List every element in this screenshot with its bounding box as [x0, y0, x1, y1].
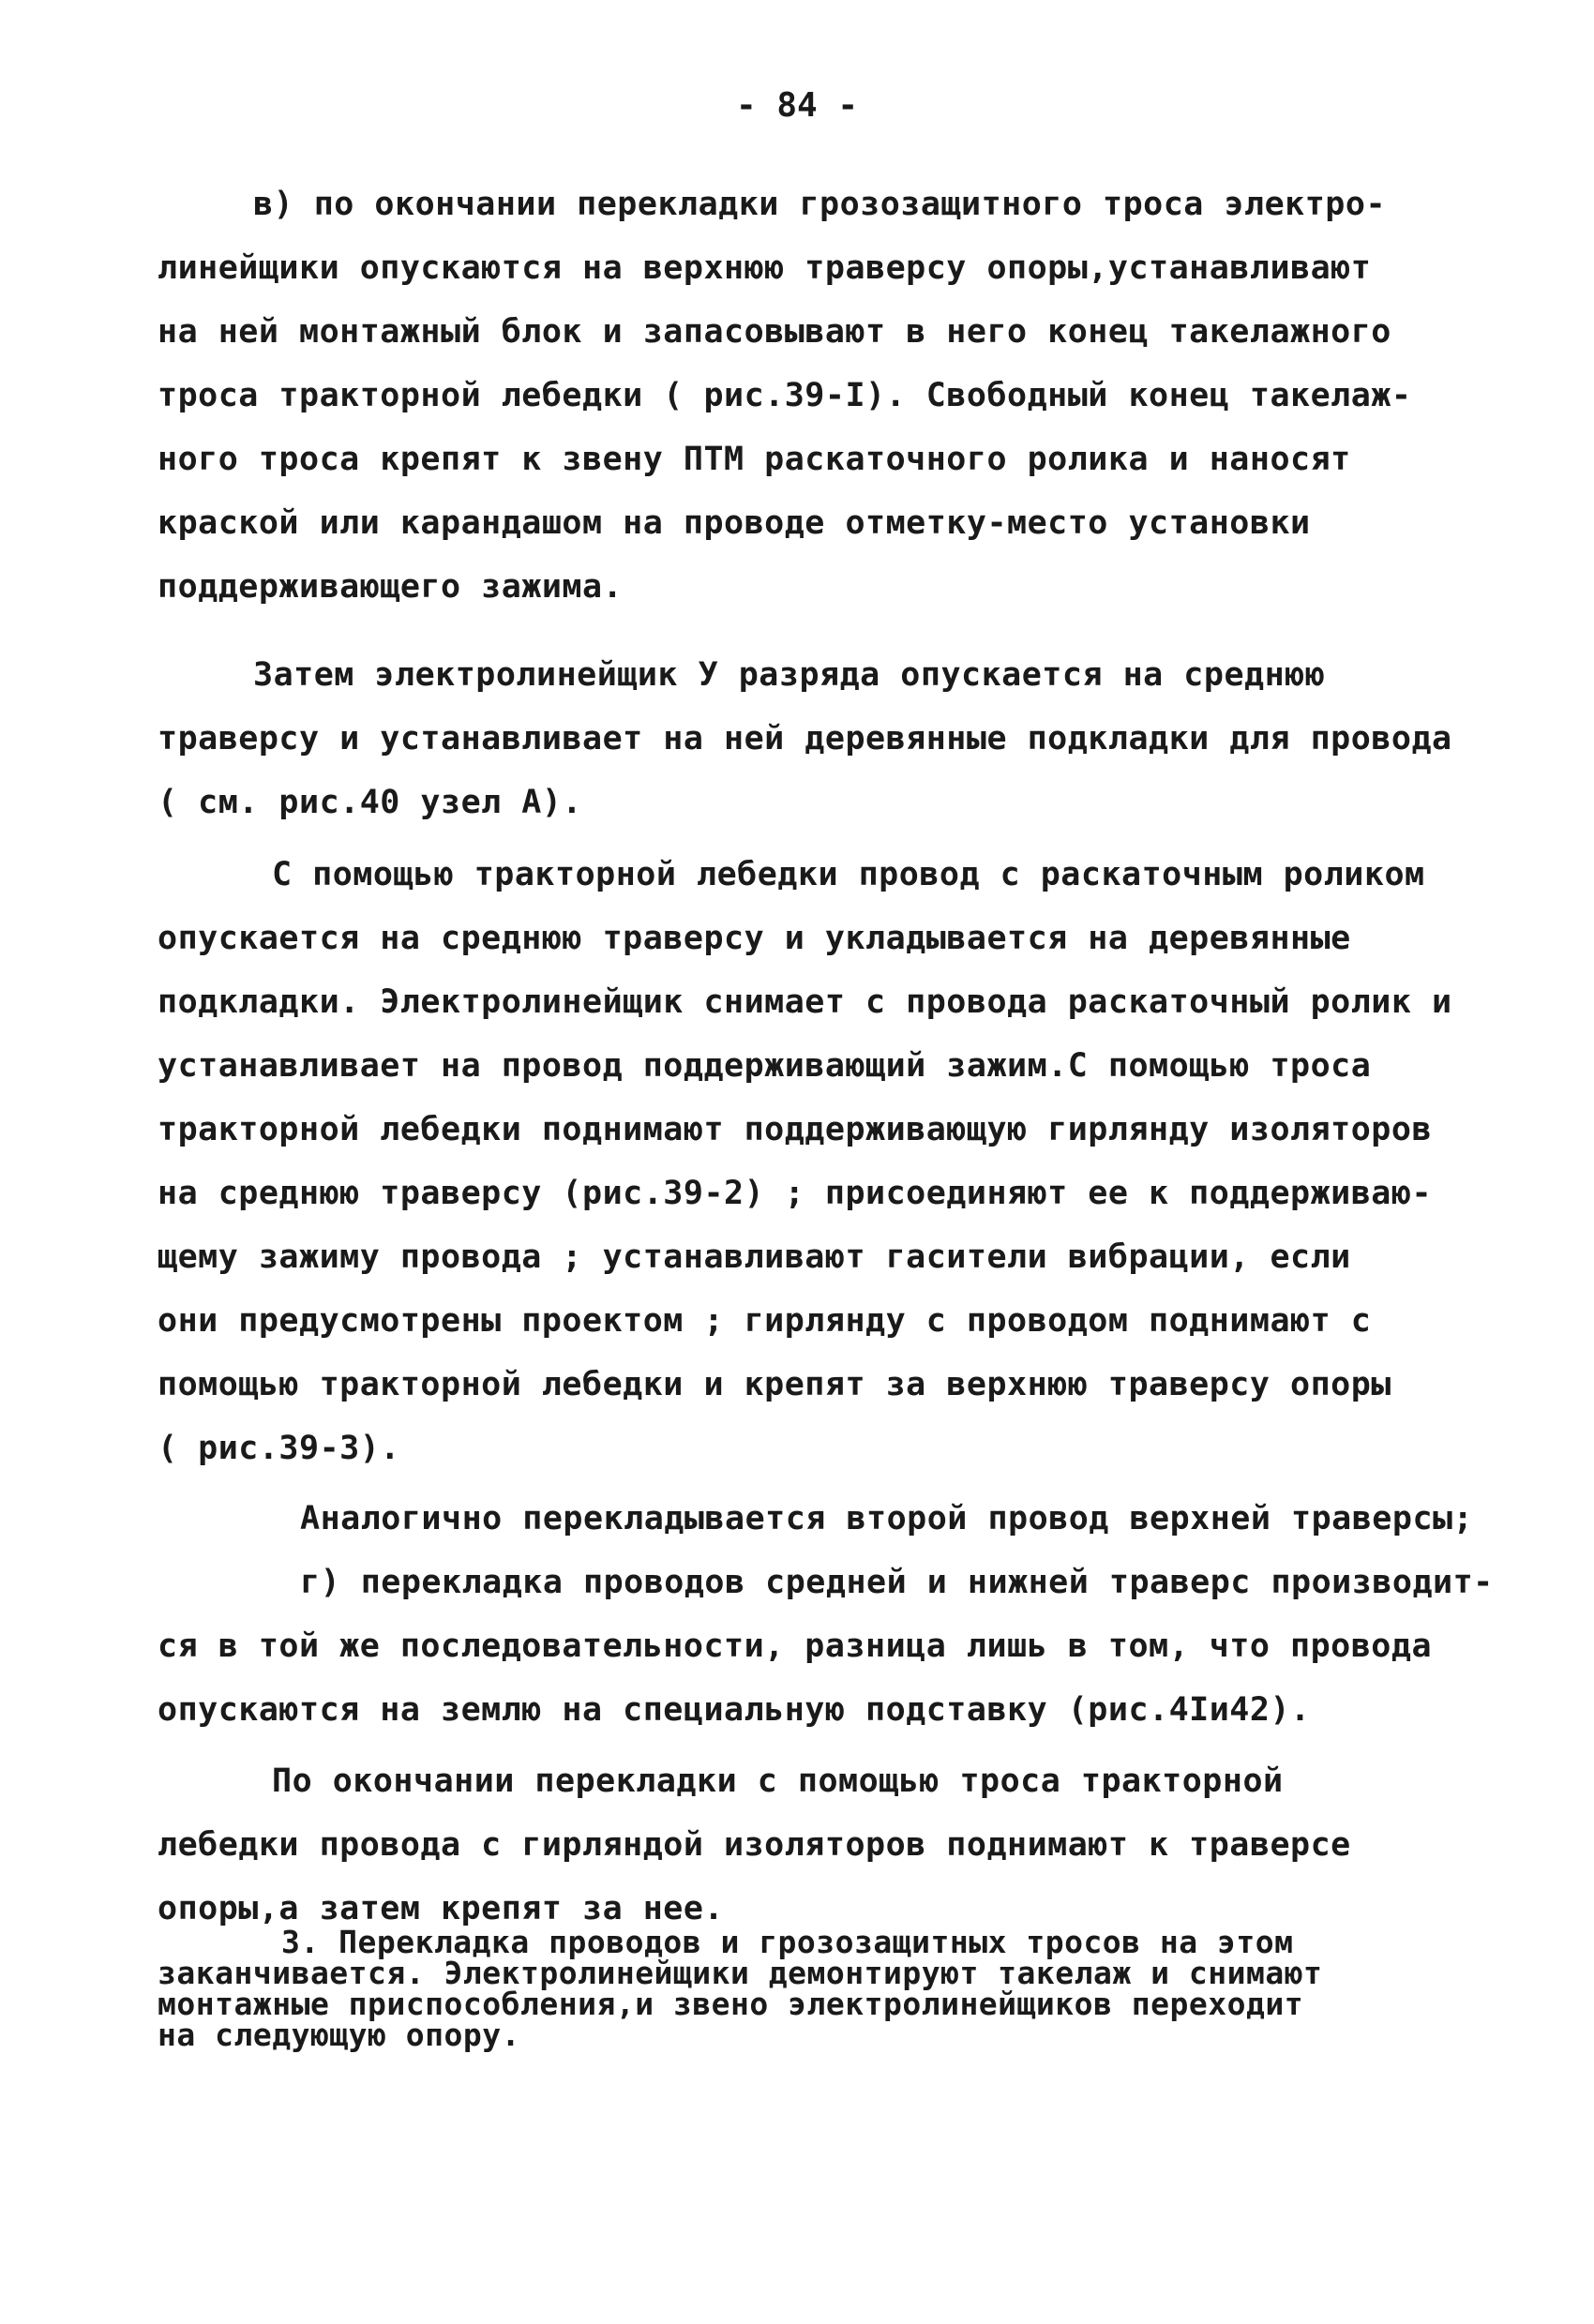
text-line: 3. Перекладка проводов и грозозащитных тросов на этом [281, 1924, 1294, 1960]
text-line: По окончании перекладки с помощью троса тракторной [272, 1762, 1284, 1800]
text-line: в) по окончании перекладки грозозащитного троса электро- [253, 186, 1387, 223]
text-line: поддерживающего зажима. [158, 568, 624, 606]
text-line: тракторной лебедки поднимают поддерживающую гирлянду изоляторов [158, 1111, 1433, 1148]
text-line: линейщики опускаются на верхнюю траверсу опоры,устанавливают [158, 249, 1372, 287]
text-line: ся в той же последовательности, разница лишь в том, что провода [158, 1627, 1433, 1665]
text-line: г) перекладка проводов средней и нижней траверс производит- [300, 1564, 1494, 1601]
text-line: ного троса крепят к звену ПТМ раскаточного ролика и наносят [158, 441, 1351, 478]
text-line: они предусмотрены проектом ; гирлянду с проводом поднимают с [158, 1302, 1372, 1340]
text-line: подкладки. Электролинейщик снимает с провода раскаточный ролик и [158, 983, 1452, 1021]
text-line: монтажные приспособления,и звено электролинейщиков переходит [158, 1986, 1304, 2022]
text-line: ( см. рис.40 узел А). [158, 784, 583, 821]
text-line: устанавливает на провод поддерживающий зажим.С помощью троса [158, 1047, 1372, 1085]
text-line: лебедки провода с гирляндой изоляторов поднимают к траверсе [158, 1826, 1351, 1864]
text-line: опускается на среднюю траверсу и укладывается на деревянные [158, 920, 1351, 957]
text-line: ( рис.39-3). [158, 1430, 400, 1467]
text-line: заканчивается. Электролинейщики демонтируют такелаж и снимают [158, 1955, 1323, 1991]
text-line: опоры,а затем крепят за нее. [158, 1890, 725, 1927]
page-number: - 84 - [735, 86, 859, 125]
text-line: помощью тракторной лебедки и крепят за верхнюю траверсу опоры [158, 1366, 1391, 1403]
text-line: щему зажиму провода ; устанавливают гасители вибрации, если [158, 1238, 1351, 1276]
text-line: траверсу и устанавливает на ней деревянные подкладки для провода [158, 720, 1452, 757]
text-line: троса тракторной лебедки ( рис.39-I). Свободный конец такелаж- [158, 377, 1412, 414]
text-line: Затем электролинейщик У разряда опускается на среднюю [253, 656, 1326, 694]
text-line: на следующую опору. [158, 2017, 520, 2053]
text-line: на ней монтажный блок и запасовывают в него конец такелажного [158, 313, 1391, 351]
text-line: опускаются на землю на специальную подставку (рис.4Iи42). [158, 1691, 1311, 1729]
text-line: Аналогично перекладывается второй провод верхней траверсы; [300, 1500, 1474, 1537]
text-line: краской или карандашом на проводе отметку-место установки [158, 504, 1311, 542]
text-line: С помощью тракторной лебедки провод с раскаточным роликом [272, 856, 1425, 893]
text-line: на среднюю траверсу (рис.39-2) ; присоединяют ее к поддерживаю- [158, 1175, 1433, 1212]
